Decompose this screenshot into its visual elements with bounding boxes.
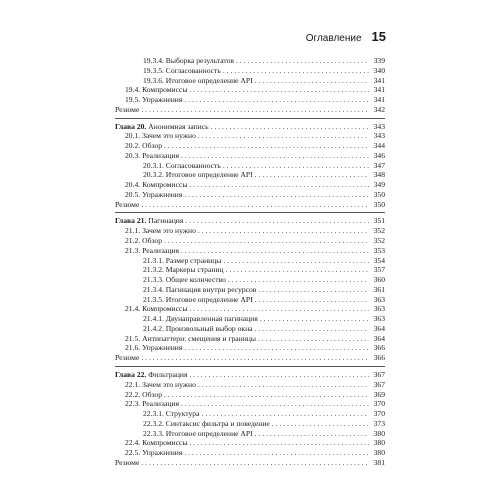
toc-entry[interactable]: [115, 131, 385, 141]
header-page-number: 15: [371, 29, 386, 44]
toc-page-number: 341: [373, 85, 385, 95]
section-title: Компромиссы: [142, 85, 188, 95]
dot-leader: [223, 66, 369, 76]
dot-leader: [141, 105, 369, 115]
toc-page-number: 352: [373, 226, 385, 236]
toc-entry-label: [125, 334, 256, 344]
section-number: 21.3.3.: [143, 275, 164, 285]
toc-summary-entry[interactable]: [115, 353, 385, 363]
toc-entry-label: [115, 370, 187, 380]
section-number: 21.4.2.: [143, 323, 164, 333]
toc-entry-label: [115, 353, 139, 363]
section-title: Реализация: [142, 245, 179, 255]
toc-page-number: 350: [373, 199, 385, 209]
toc-entry[interactable]: [115, 161, 385, 171]
section-title: Обзор: [142, 236, 162, 246]
dot-leader: [228, 275, 369, 285]
toc-entry[interactable]: [115, 236, 385, 246]
section-title: Зачем это нужно: [142, 226, 196, 236]
toc-page-number: 380: [373, 448, 385, 458]
toc-entry[interactable]: [115, 343, 385, 353]
toc-page-number: 350: [373, 189, 385, 199]
section-number: 22.2.: [125, 389, 141, 399]
section-number: 20.3.2.: [143, 170, 164, 180]
toc-page-number: 341: [373, 95, 385, 105]
toc-page-number: 380: [373, 438, 385, 448]
toc-page-number: 354: [373, 255, 385, 265]
section-number: 20.3.1.: [143, 160, 164, 170]
dot-leader: [189, 180, 369, 190]
section-number: 19.3.5.: [143, 65, 164, 75]
toc-page-number: 361: [373, 284, 385, 294]
toc-page-number: 351: [373, 216, 385, 226]
toc-page-number: 367: [373, 369, 385, 379]
section-title: Резюме: [115, 199, 140, 209]
dot-leader: [164, 141, 369, 151]
dot-leader: [255, 76, 369, 86]
toc-entry-label: [115, 458, 139, 468]
section-title: Упражнения: [142, 95, 183, 105]
toc-page-number: 369: [373, 389, 385, 399]
toc-page-number: 373: [373, 418, 385, 428]
dot-leader: [198, 380, 369, 390]
toc-entry[interactable]: [115, 285, 385, 295]
toc-section: [115, 366, 385, 468]
dot-leader: [184, 448, 369, 458]
toc-entry-label: [125, 390, 162, 400]
section-title: Компромиссы: [142, 304, 188, 314]
dot-leader: [164, 236, 369, 246]
section-number: 21.3.2.: [143, 265, 164, 275]
toc-page-number: 343: [373, 121, 385, 131]
dot-leader: [211, 122, 369, 132]
section-number: 19.3.6.: [143, 75, 164, 85]
section-number: 22.1.: [125, 379, 141, 389]
section-number: 22.3.: [125, 399, 141, 409]
toc-entry-label: [115, 105, 139, 115]
dot-leader: [236, 56, 369, 66]
section-title: Согласованность: [165, 65, 221, 75]
toc-page-number: 364: [373, 333, 385, 343]
toc-page-number: 348: [373, 170, 385, 180]
dot-leader: [181, 246, 369, 256]
dot-leader: [201, 409, 369, 419]
toc-entry-label: [143, 76, 253, 86]
toc-entry[interactable]: [115, 399, 385, 409]
dot-leader: [272, 419, 369, 429]
toc-entry[interactable]: [115, 314, 385, 324]
toc-entry-label: [143, 66, 221, 76]
toc-chapter-entry[interactable]: [115, 216, 385, 226]
section-title: Итоговое определение API: [165, 170, 253, 180]
dot-leader: [184, 343, 369, 353]
toc-summary-entry[interactable]: [115, 105, 385, 115]
toc-page-number: 366: [373, 353, 385, 363]
section-number: 19.3.4.: [143, 56, 164, 65]
section-title: Произвольный выбор окна: [165, 323, 253, 333]
toc-entry[interactable]: [115, 324, 385, 334]
toc-entry[interactable]: [115, 256, 385, 266]
toc-page-number: 344: [373, 141, 385, 151]
toc-entry-label: [115, 200, 139, 210]
section-title: Синтаксис фильтра и поведение: [165, 418, 270, 428]
section-number: 21.3.4.: [143, 284, 164, 294]
section-title: Обзор: [142, 141, 162, 151]
toc-entry[interactable]: [115, 295, 385, 305]
toc-entry-label: [143, 285, 256, 295]
dot-leader: [255, 170, 369, 180]
toc-entry[interactable]: [115, 265, 385, 275]
toc-page-number: 340: [373, 65, 385, 75]
toc-section: [115, 212, 385, 362]
section-title: Итоговое определение API: [165, 428, 253, 438]
toc-entry[interactable]: [115, 438, 385, 448]
section-number: 21.4.1.: [143, 314, 164, 324]
toc-entry-label: [125, 304, 187, 314]
chapter-number: Глава 20.: [115, 121, 147, 131]
toc-summary-entry[interactable]: [115, 200, 385, 210]
section-number: 21.3.1.: [143, 255, 164, 265]
section-number: 20.2.: [125, 141, 141, 151]
section-title: Компромиссы: [142, 180, 188, 190]
section-title: Общее количество: [165, 275, 226, 285]
table-of-contents: [115, 56, 385, 468]
toc-page-number: 347: [373, 160, 385, 170]
toc-page-number: 353: [373, 245, 385, 255]
toc-page-number: 352: [373, 236, 385, 246]
dot-leader: [198, 226, 369, 236]
toc-entry-label: [125, 180, 187, 190]
toc-page-number: 370: [373, 399, 385, 409]
section-number: 21.3.: [125, 245, 141, 255]
toc-entry[interactable]: [115, 419, 385, 429]
toc-entry[interactable]: [115, 390, 385, 400]
toc-entry-label: [125, 399, 179, 409]
dot-leader: [184, 190, 369, 200]
section-number: 21.1.: [125, 226, 141, 236]
dot-leader: [223, 161, 369, 171]
dot-leader: [181, 151, 369, 161]
section-number: 21.5.: [125, 333, 141, 343]
toc-entry[interactable]: [115, 380, 385, 390]
toc-entry[interactable]: [115, 275, 385, 285]
chapter-number: Глава 21.: [115, 216, 147, 226]
toc-page-number: 367: [373, 379, 385, 389]
dot-leader: [141, 353, 369, 363]
toc-entry-label: [125, 95, 182, 105]
section-title: Зачем это нужно: [142, 131, 196, 141]
section-number: 22.3.1.: [143, 409, 164, 419]
chapter-title: Пагинация: [148, 216, 184, 226]
toc-entry-label: [115, 216, 183, 226]
toc-page-number: 380: [373, 428, 385, 438]
chapter-divider: [115, 118, 385, 119]
section-number: 19.5.: [125, 95, 141, 105]
dot-leader: [164, 390, 369, 400]
toc-entry-label: [143, 256, 221, 266]
dot-leader: [255, 324, 369, 334]
dot-leader: [189, 438, 369, 448]
section-title: Структура: [165, 409, 200, 419]
toc-entry-label: [125, 190, 182, 200]
section-number: 22.4.: [125, 438, 141, 448]
toc-entry-label: [125, 236, 162, 246]
dot-leader: [226, 265, 369, 275]
section-title: Реализация: [142, 399, 179, 409]
dot-leader: [141, 200, 369, 210]
toc-page-number: 357: [373, 265, 385, 275]
toc-summary-entry[interactable]: [115, 458, 385, 468]
chapter-divider: [115, 212, 385, 213]
section-title: Обзор: [142, 389, 162, 399]
toc-entry[interactable]: [115, 56, 385, 66]
toc-entry[interactable]: [115, 66, 385, 76]
section-number: 21.2.: [125, 236, 141, 246]
dot-leader: [258, 285, 369, 295]
toc-entry-label: [143, 324, 253, 334]
dot-leader: [181, 399, 369, 409]
toc-entry[interactable]: [115, 170, 385, 180]
dot-leader: [258, 334, 369, 344]
section-number: 20.5.: [125, 189, 141, 199]
toc-page-number: 370: [373, 409, 385, 419]
dot-leader: [255, 295, 369, 305]
toc-page-number: 366: [373, 343, 385, 353]
section-number: 21.4.: [125, 304, 141, 314]
toc-entry[interactable]: [115, 151, 385, 161]
toc-page-number: 363: [373, 304, 385, 314]
toc-entry[interactable]: [115, 190, 385, 200]
section-title: Резюме: [115, 353, 140, 363]
toc-entry-label: [143, 314, 258, 324]
toc-page-number: 363: [373, 314, 385, 324]
chapter-divider: [115, 366, 385, 367]
toc-page-number: 339: [373, 56, 385, 65]
toc-entry-label: [143, 295, 253, 305]
toc-page-number: 341: [373, 75, 385, 85]
toc-entry[interactable]: [115, 180, 385, 190]
chapter-number: Глава 22.: [115, 369, 147, 379]
toc-entry-label: [125, 438, 187, 448]
toc-entry[interactable]: [115, 95, 385, 105]
toc-entry-label: [143, 170, 253, 180]
section-number: 19.4.: [125, 85, 141, 95]
toc-entry-label: [125, 380, 196, 390]
section-title: Итоговое определение API: [165, 294, 253, 304]
section-title: Размер страницы: [165, 255, 222, 265]
dot-leader: [141, 458, 369, 468]
toc-entry-label: [125, 226, 196, 236]
toc-page-number: 381: [373, 457, 385, 467]
toc-entry-label: [143, 275, 226, 285]
section-number: 22.5.: [125, 448, 141, 458]
section-title: Согласованность: [165, 160, 221, 170]
dot-leader: [185, 216, 369, 226]
toc-entry-label: [143, 265, 224, 275]
toc-entry[interactable]: [115, 85, 385, 95]
toc-entry-label: [125, 246, 179, 256]
toc-entry[interactable]: [115, 429, 385, 439]
toc-entry[interactable]: [115, 246, 385, 256]
section-number: 22.3.2.: [143, 418, 164, 428]
toc-entry-label: [125, 343, 182, 353]
toc-entry-label: [125, 151, 179, 161]
section-title: Пагинация внутри ресурсов: [165, 284, 257, 294]
toc-section: [115, 56, 385, 115]
toc-entry-label: [143, 419, 270, 429]
toc-page-number: 343: [373, 131, 385, 141]
section-title: Выборка результатов: [165, 56, 234, 65]
toc-page-number: 346: [373, 150, 385, 160]
toc-entry[interactable]: [115, 304, 385, 314]
toc-entry-label: [125, 141, 162, 151]
toc-entry[interactable]: [115, 226, 385, 236]
toc-page-number: 349: [373, 180, 385, 190]
section-number: 20.3.: [125, 150, 141, 160]
section-title: Реализация: [142, 150, 179, 160]
header-title: Оглавление: [305, 33, 362, 44]
toc-entry[interactable]: [115, 409, 385, 419]
dot-leader: [223, 256, 369, 266]
section-title: Упражнения: [142, 189, 183, 199]
toc-entry[interactable]: [115, 141, 385, 151]
toc-page-number: 364: [373, 323, 385, 333]
toc-entry-label: [143, 161, 221, 171]
section-title: Упражнения: [142, 343, 183, 353]
chapter-title: Фильтрация: [148, 369, 188, 379]
section-title: Двунаправленная пагинация: [165, 314, 258, 324]
section-number: 22.3.3.: [143, 428, 164, 438]
toc-section: [115, 118, 385, 210]
toc-page-number: 342: [373, 104, 385, 114]
section-title: Антипаттерн: смещения и границы: [142, 333, 256, 343]
toc-entry-label: [143, 409, 199, 419]
dot-leader: [189, 304, 369, 314]
toc-entry[interactable]: [115, 76, 385, 86]
section-title: Резюме: [115, 104, 140, 114]
toc-entry-label: [125, 85, 187, 95]
toc-chapter-entry[interactable]: [115, 122, 385, 132]
toc-entry-label: [143, 429, 253, 439]
toc-entry-label: [115, 122, 209, 132]
toc-entry[interactable]: [115, 334, 385, 344]
toc-page-number: 360: [373, 275, 385, 285]
dot-leader: [260, 314, 369, 324]
section-title: Компромиссы: [142, 438, 188, 448]
section-title: Зачем это нужно: [142, 379, 196, 389]
section-number: 21.6.: [125, 343, 141, 353]
section-number: 20.1.: [125, 131, 141, 141]
section-title: Маркеры страниц: [165, 265, 224, 275]
section-number: 20.4.: [125, 180, 141, 190]
section-title: Упражнения: [142, 448, 183, 458]
toc-entry-label: [143, 56, 234, 66]
toc-page-number: 363: [373, 294, 385, 304]
section-title: Резюме: [115, 457, 140, 467]
running-header: [306, 29, 386, 45]
toc-entry-label: [125, 131, 196, 141]
dot-leader: [189, 370, 369, 380]
dot-leader: [198, 131, 369, 141]
chapter-title: Анонимная запись: [148, 121, 209, 131]
section-title: Итоговое определение API: [165, 75, 253, 85]
dot-leader: [184, 95, 369, 105]
dot-leader: [255, 429, 369, 439]
toc-entry-label: [125, 448, 182, 458]
toc-entry[interactable]: [115, 448, 385, 458]
section-number: 21.3.5.: [143, 294, 164, 304]
toc-chapter-entry[interactable]: [115, 370, 385, 380]
dot-leader: [189, 85, 369, 95]
